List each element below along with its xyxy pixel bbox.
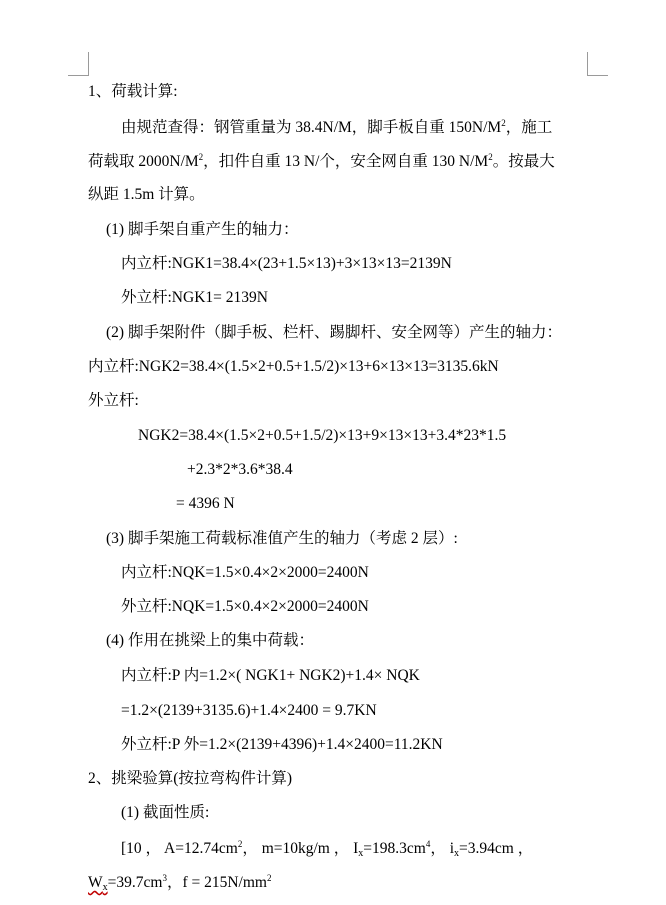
intro-line-2: 荷载取 $2000N/M^2$，扣件自重 13 N/个，安全网自重 130 $N/M^2$。按最大 — [88, 152, 555, 170]
item3-title: (3) 脚手架施工荷载标准值产生的轴力（考虑 2 层）: — [106, 530, 458, 547]
intro-line-3: 纵距 1.5m 计算。 — [88, 186, 205, 203]
section2-sub1-title: (1) 截面性质: — [121, 804, 210, 821]
section1-heading: 1、荷载计算: — [88, 83, 178, 100]
section2-heading: 2、挑梁验算(按拉弯构件计算) — [88, 770, 293, 787]
intro-line-1: 由规范查得：钢管重量为 38.4N/M，脚手板自重 $150N/M^2$，施工 — [121, 118, 553, 136]
corner-mark-left — [68, 52, 90, 76]
item2-outer-label: 外立杆: — [88, 392, 139, 409]
item2-outer-formula-2: +2.3*2*3.6*38.4 — [187, 461, 293, 478]
item3-outer-formula: 外立杆:NQK=1.5×0.4×2×2000=2400N — [121, 598, 369, 615]
section-properties-line-1: [10 ， $A=12.74cm^2$， m=10kg/m ， $I_x=198.3cm^4$， $i_x=3.94cm$ ， — [121, 839, 534, 859]
section-properties-line-2: $W_x=39.7cm^3$，$f = 215N/mm^2$ — [88, 873, 272, 893]
item3-inner-formula: 内立杆:NQK=1.5×0.4×2×2000=2400N — [121, 564, 369, 581]
item4-title: (4) 作用在挑梁上的集中荷载： — [106, 632, 314, 649]
item2-title: (2) 脚手架附件（脚手板、栏杆、踢脚杆、安全网等）产生的轴力： — [106, 324, 562, 341]
item4-inner-formula-1: 内立杆:P 内=1.2×( NGK1+ NGK2)+1.4× NQK — [121, 667, 420, 684]
item2-outer-formula-3: = 4396 N — [176, 495, 235, 512]
spellcheck-underlined-text: $W_x$ — [88, 874, 108, 893]
corner-mark-right — [587, 52, 609, 76]
item2-outer-formula-1: NGK2=38.4×(1.5×2+0.5+1.5/2)×13+9×13×13+3.4*23*1.5 — [138, 427, 507, 444]
item1-inner-formula: 内立杆:NGK1=38.4×(23+1.5×13)+3×13×13=2139N — [121, 255, 452, 272]
item2-inner-formula: 内立杆:NGK2=38.4×(1.5×2+0.5+1.5/2)×13+6×13×13=3135.6kN — [88, 358, 499, 375]
item4-inner-formula-2: =1.2×(2139+3135.6)+1.4×2400 = 9.7KN — [121, 702, 377, 719]
item4-outer-formula: 外立杆:P 外=1.2×(2139+4396)+1.4×2400=11.2KN — [121, 736, 443, 753]
item1-outer-formula: 外立杆:NGK1= 2139N — [121, 289, 268, 306]
item1-title: (1) 脚手架自重产生的轴力： — [106, 221, 299, 238]
